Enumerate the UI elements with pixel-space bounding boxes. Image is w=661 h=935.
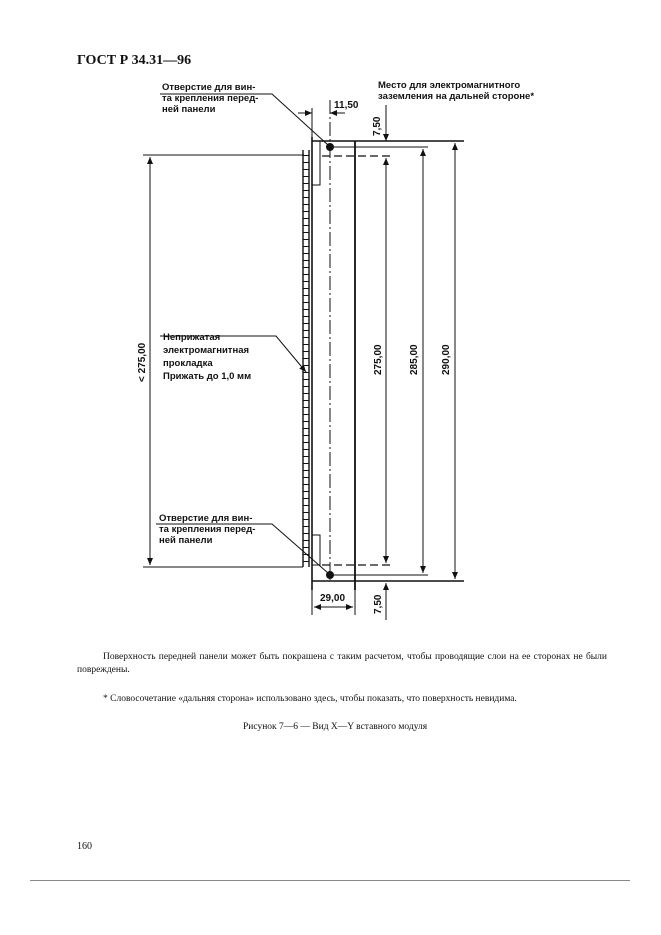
dim-width: 29,00	[320, 593, 346, 604]
tab-top	[312, 141, 320, 185]
label-line: ней панели	[162, 104, 216, 115]
footnote: * Словосочетание «дальняя сторона» использовано здесь, чтобы показать, что поверхность невидима.	[103, 694, 517, 704]
gasket-strip	[303, 150, 309, 567]
label-gasket	[163, 331, 251, 383]
label-ground-location	[378, 80, 534, 102]
label-line: Прижать до 1,0 мм	[163, 371, 252, 382]
body-paragraph: Поверхность передней панели может быть покрашена с таким расчетом, чтобы проводящие слои на ее сторонах не были повреждены.	[77, 652, 607, 675]
label-line: Неприжатая	[163, 332, 221, 343]
label-line: заземления на дальней стороне*	[378, 91, 535, 102]
page-number: 160	[77, 841, 92, 852]
dim-290: 290,00	[441, 344, 452, 375]
dim-285: 285,00	[409, 344, 420, 375]
label-bottom-screw-hole	[159, 513, 255, 546]
label-line: ней панели	[159, 535, 213, 546]
dim-left-height: < 275,00	[137, 342, 148, 382]
dim-bottom-margin: 7,50	[373, 594, 384, 614]
label-line: прокладка	[163, 358, 213, 369]
label-line: та крепления перед-	[162, 93, 259, 104]
label-line: та крепления перед-	[159, 524, 256, 535]
label-line: Отверстие для вин-	[159, 513, 253, 524]
label-line: Отверстие для вин-	[162, 82, 256, 93]
figure-caption: Рисунок 7—6 — Вид X—Y вставного модуля	[243, 722, 428, 732]
label-top-screw-hole	[162, 82, 258, 115]
document-header: ГОСТ Р 34.31—96	[77, 53, 192, 68]
label-line: Место для электромагнитного	[378, 80, 521, 91]
dim-275: 275,00	[373, 344, 384, 375]
dim-top-margin: 7,50	[372, 116, 383, 136]
dim-top-offset: 11,50	[334, 100, 359, 111]
page-edge-line	[30, 880, 630, 881]
label-line: электромагнитная	[163, 345, 250, 356]
